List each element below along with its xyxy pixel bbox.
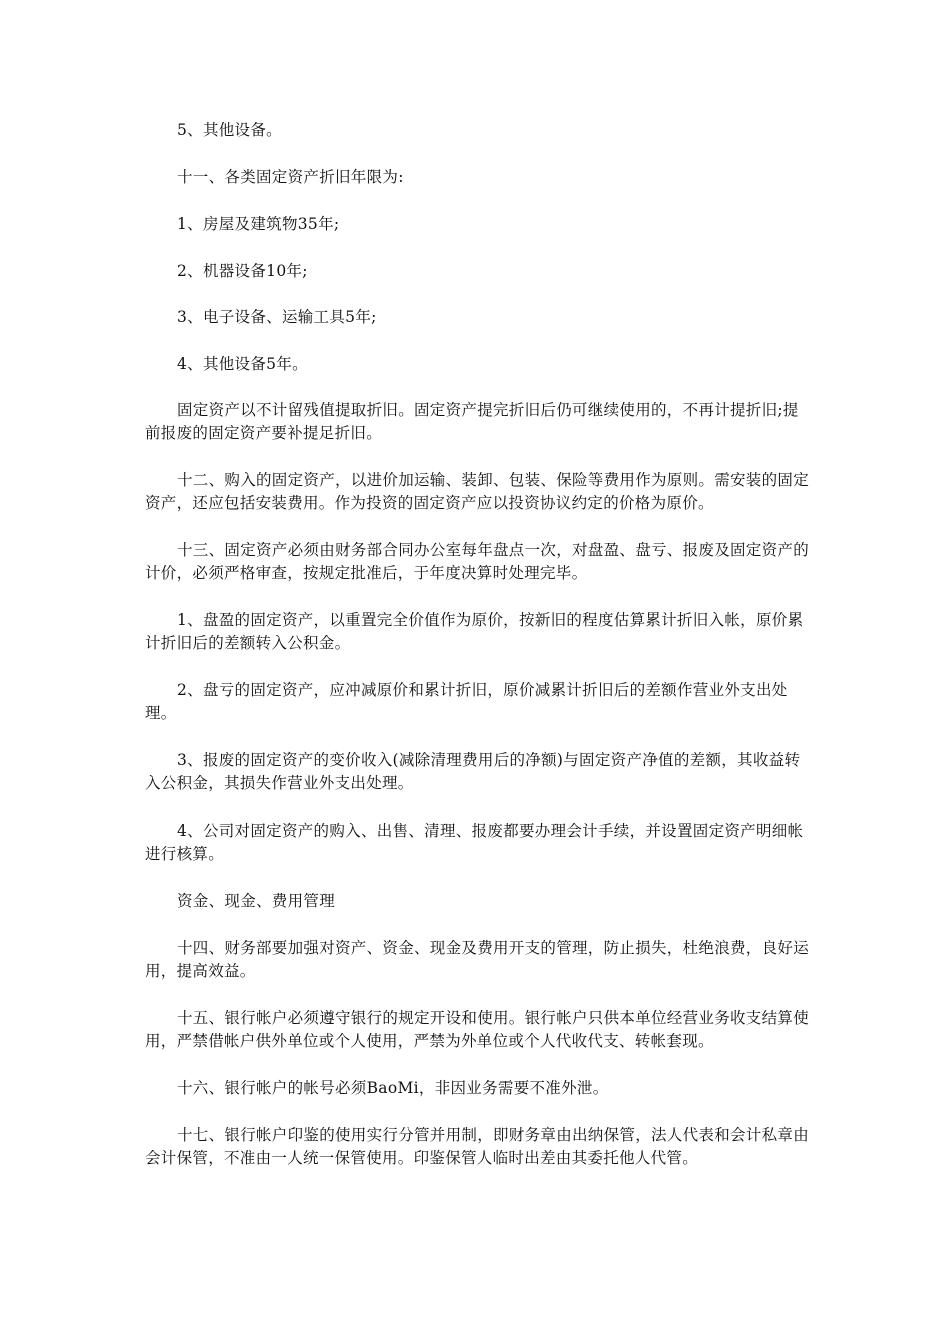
list-item-electronics: 3、电子设备、运输工具5年; [177,308,377,326]
section-title-funds-cash: 资金、现金、费用管理 [177,892,336,910]
paragraph-residual-value: 固定资产以不计留残值提取折旧。固定资产提完折旧后仍可继续使用的，不再计提折旧;提前报废的固定资产要补提足折旧。 [145,401,799,442]
section-heading-depreciation-years: 十一、各类固定资产折旧年限为: [177,168,404,186]
list-item-shortage: 2、盘亏的固定资产，应冲减原价和累计折旧，原价减累计折旧后的差额作营业外支出处理。 [145,681,788,722]
paragraph-section-16: 十六、银行帐户的帐号必须BaoMi，非因业务需要不准外泄。 [177,1079,609,1097]
list-item-buildings: 1、房屋及建筑物35年; [177,215,340,233]
list-item-surplus: 1、盘盈的固定资产，以重置完全价值作为原价，按新旧的程度估算累计折旧入帐，原价累计折旧后的差额转入公积金。 [145,611,804,652]
list-item-other-equipment: 5、其他设备。 [177,121,282,139]
list-item-machinery: 2、机器设备10年; [177,262,308,280]
paragraph-section-13: 十三、固定资产必须由财务部合同办公室每年盘点一次，对盘盈、盘亏、报废及固定资产的计价，必须严格审查，按规定批准后，于年度决算时处理完毕。 [145,541,810,582]
list-item-scrapped: 3、报废的固定资产的变价收入(减除清理费用后的净额)与固定资产净值的差额，其收益转入公积金，其损失作营业外支出处理。 [145,751,801,792]
paragraph-section-12: 十二、购入的固定资产，以进价加运输、装卸、包装、保险等费用作为原则。需安装的固定资产，还应包括安装费用。作为投资的固定资产应以投资协议约定的价格为原价。 [145,471,810,512]
list-item-other-equipment-years: 4、其他设备5年。 [177,355,308,373]
paragraph-section-14: 十四、财务部要加强对资产、资金、现金及费用开支的管理，防止损失，杜绝浪费，良好运用，提高效益。 [145,939,810,980]
paragraph-section-17: 十七、银行帐户印鉴的使用实行分管并用制，即财务章由出纳保管，法人代表和会计私章由会计保管，不准由一人统一保管使用。印鉴保管人临时出差由其委托他人代管。 [145,1126,810,1167]
list-item-accounting-procedures: 4、公司对固定资产的购入、出售、清理、报废都要办理会计手续，并设置固定资产明细帐进行核算。 [145,822,804,863]
paragraph-section-15: 十五、银行帐户必须遵守银行的规定开设和使用。银行帐户只供本单位经营业务收支结算使用，严禁借帐户供外单位或个人使用，严禁为外单位或个人代收代支、转帐套现。 [145,1009,810,1050]
